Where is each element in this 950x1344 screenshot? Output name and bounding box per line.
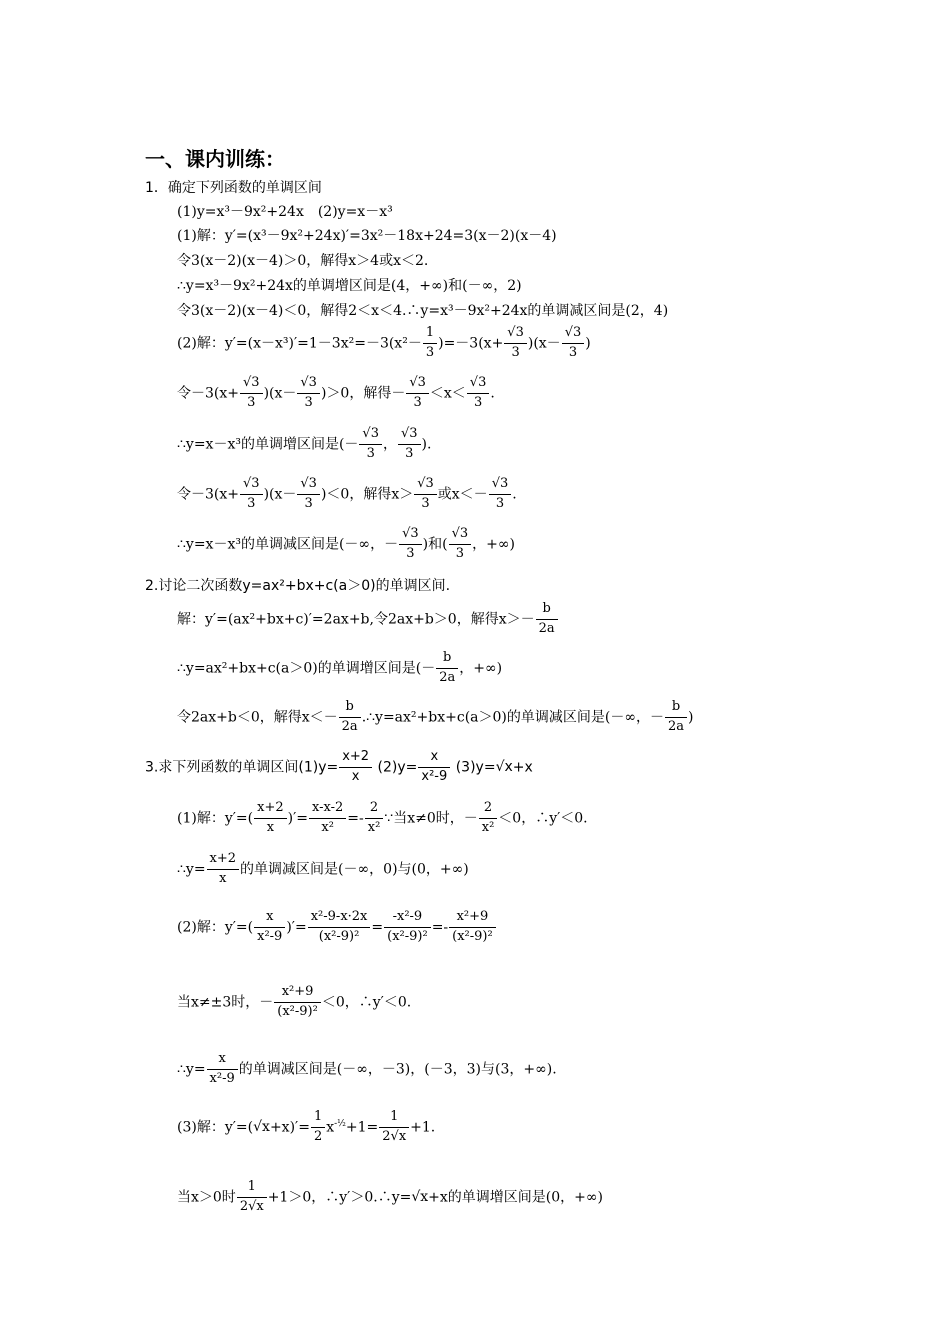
p2-decreasing-interval: 令2ax+b＜0，解得x＜－ $\frac{b}{2a}$ .∴y=ax²+bx+c(a＞0)的单调减区间是(－∞，－ $\frac{b}{2a}$ ) xyxy=(177,699,694,734)
fraction: $\frac{\text{x²+9}}{\text{(x²-9)²}}$ xyxy=(449,910,496,945)
fraction: $\frac{√3}{3}$ xyxy=(489,477,512,512)
p2-derivative: 解：y′=(ax²+bx+c)′=2ax+b,令2ax+b＞0，解得x＞－ $\frac{b}{2a}$ xyxy=(177,602,559,637)
fraction: $\frac{√3}{3}$ xyxy=(297,376,320,411)
p1-inequality-positive: 令3(x－2)(x－4)＞0，解得x＞4或x＜2. xyxy=(177,253,429,269)
fraction: $\frac{√3}{3}$ xyxy=(240,477,263,512)
fraction: $\frac{\text{-x²-9}}{\text{(x²-9)²}}$ xyxy=(384,910,431,945)
fraction: $\frac{x}{\text{x²-9}}$ xyxy=(207,1052,238,1087)
fraction: $\frac{√3}{3}$ xyxy=(359,427,382,462)
fraction: $\frac{√3}{3}$ xyxy=(399,527,422,562)
p3-decreasing-interval-1: ∴y= $\frac{x+2}{x}$ 的单调减区间是(－∞，0)与(0，+∞) xyxy=(177,851,469,886)
fraction: $\frac{√3}{3}$ xyxy=(467,376,490,411)
sqrt-x: √x xyxy=(495,759,513,776)
p3-solution-2: (2)解：y′=( $\frac{x}{\text{x²-9}}$ )′= $\frac{\text{x²-9-x·2x}}{\text{(x²-9)²}}$ = $\frac{\text{-x²-9}}{\text{(x²-9)²}}$ =- $\frac{\text{x²+9}}{\text{(x²-9)²}}$ xyxy=(177,910,497,945)
problem-2-heading: 2.讨论二次函数y=ax²+bx+c(a＞0)的单调区间. xyxy=(145,578,451,594)
p1-inequality-2-negative: 令－3(x+ $\frac{√3}{3}$ )(x－ $\frac{√3}{3}$ )＜0，解得x＞ $\frac{√3}{3}$ 或x＜－ $\frac{√3}{3}$ . xyxy=(177,476,517,511)
p1-decreasing-interval-2: ∴y=x－x³的单调减区间是(－∞，－ $\frac{√3}{3}$ )和( $\frac{√3}{3}$ ，+∞) xyxy=(177,526,515,561)
section-title: 一、课内训练： xyxy=(145,147,285,171)
fraction: $\frac{√3}{3}$ xyxy=(562,326,585,361)
fraction: $\frac{x+2}{x}$ xyxy=(339,750,372,785)
fraction: $\frac{1}{2√x}$ xyxy=(379,1110,409,1145)
fraction: $\frac{2}{\text{x²}}$ xyxy=(479,801,498,836)
fraction: $\frac{\text{x²+9}}{\text{(x²-9)²}}$ xyxy=(274,985,321,1020)
fraction: $\frac{√3}{3}$ xyxy=(297,477,320,512)
fraction: $\frac{b}{2a}$ xyxy=(436,651,458,686)
fraction: $\frac{2}{\text{x²}}$ xyxy=(365,801,384,836)
fraction: $\frac{b}{2a}$ xyxy=(665,700,687,735)
fraction: $\frac{√3}{3}$ xyxy=(449,527,472,562)
p1-decreasing-interval: 令3(x－2)(x－4)＜0，解得2＜x＜4.∴y=x³－9x²+24x的单调减区间是(2，4) xyxy=(177,303,669,319)
fraction: $\frac{x}{\text{x²-9}}$ xyxy=(418,750,450,785)
fraction: $\frac{b}{2a}$ xyxy=(339,700,361,735)
fraction: $\frac{x}{\text{x²-9}}$ xyxy=(254,910,285,945)
fraction: $\frac{1}{3}$ xyxy=(423,326,437,361)
p3-condition-2: 当x≠±3时，－ $\frac{\text{x²+9}}{\text{(x²-9)²}}$ ＜0，∴y′＜0. xyxy=(177,984,412,1019)
fraction: $\frac{√3}{3}$ xyxy=(414,477,437,512)
p3-solution-3: (3)解：y′=(√x+x)′= $\frac{1}{2}$ $x^{-\frac{1}{2}}+1=$ $\frac{1}{2√x}$ +1. xyxy=(177,1109,436,1144)
fraction: $\frac{1}{2√x}$ xyxy=(237,1180,267,1215)
p1-increasing-interval: ∴y=x³－9x²+24x的单调增区间是(4，+∞)和(－∞，2) xyxy=(177,278,522,294)
fraction: $\frac{√3}{3}$ xyxy=(406,376,429,411)
p3-increasing-interval-3: 当x＞0时 $\frac{1}{2√x}$ +1＞0，∴y′＞0.∴y=√x+x的单调增区间是(0，+∞) xyxy=(177,1179,604,1214)
fraction: $\frac{1}{2}$ xyxy=(311,1110,325,1145)
problem-3-heading: 3.求下列函数的单调区间(1)y= $\frac{x+2}{x}$ (2)y= $\frac{x}{\text{x²-9}}$ (3)y=√x+x xyxy=(145,749,533,784)
p1-solution-1-derivative: (1)解：y′=(x³－9x²+24x)′=3x²－18x+24=3(x－2)(x－4) xyxy=(177,228,557,244)
fraction: $\frac{√3}{3}$ xyxy=(398,427,421,462)
fraction: $\frac{x+2}{x}$ xyxy=(254,801,287,836)
problem-1-heading: 1．确定下列函数的单调区间 xyxy=(145,180,322,196)
p1-inequality-2-positive: 令－3(x+ $\frac{√3}{3}$ )(x－ $\frac{√3}{3}$ )＞0，解得－ $\frac{√3}{3}$ ＜x＜ $\frac{√3}{3}$ . xyxy=(177,375,495,410)
fraction: $\frac{b}{2a}$ xyxy=(536,602,558,637)
fraction: $\frac{√3}{3}$ xyxy=(504,326,527,361)
p1-increasing-interval-2: ∴y=x－x³的单调增区间是(－ $\frac{√3}{3}$ ， $\frac{√3}{3}$ ). xyxy=(177,426,432,461)
p3-solution-1: (1)解：y′=( $\frac{x+2}{x}$ )′= $\frac{x-x-2}{\text{x²}}$ =- $\frac{2}{\text{x²}}$ ∵当x≠0时，－ $\frac{2}{\text{x²}}$ ＜0，∴y′＜0. xyxy=(177,800,588,835)
p3-decreasing-interval-2: ∴y= $\frac{x}{\text{x²-9}}$ 的单调减区间是(－∞，－3)，(－3，3)与(3，+∞). xyxy=(177,1051,557,1086)
fraction: $\frac{x+2}{x}$ xyxy=(207,852,240,887)
p2-increasing-interval: ∴y=ax²+bx+c(a＞0)的单调增区间是(－ $\frac{b}{2a}$ ，+∞) xyxy=(177,650,503,685)
fraction: $\frac{\text{x²-9-x·2x}}{\text{(x²-9)²}}$ xyxy=(308,910,371,945)
sqrt-x: √x xyxy=(253,1119,270,1136)
fraction: $\frac{x-x-2}{\text{x²}}$ xyxy=(309,801,346,836)
p1-solution-2-derivative: (2)解：y′=(x－x³)′=1－3x²=－3(x²－ $\frac{1}{3}$ )=－3(x+ $\frac{√3}{3}$ )(x－ $\frac{√3}{3}$ ) xyxy=(177,325,591,360)
sqrt-x: √x xyxy=(411,1189,429,1206)
fraction: $\frac{√3}{3}$ xyxy=(240,376,263,411)
p1-functions: (1)y=x³－9x²+24x (2)y=x－x³ xyxy=(177,204,393,220)
